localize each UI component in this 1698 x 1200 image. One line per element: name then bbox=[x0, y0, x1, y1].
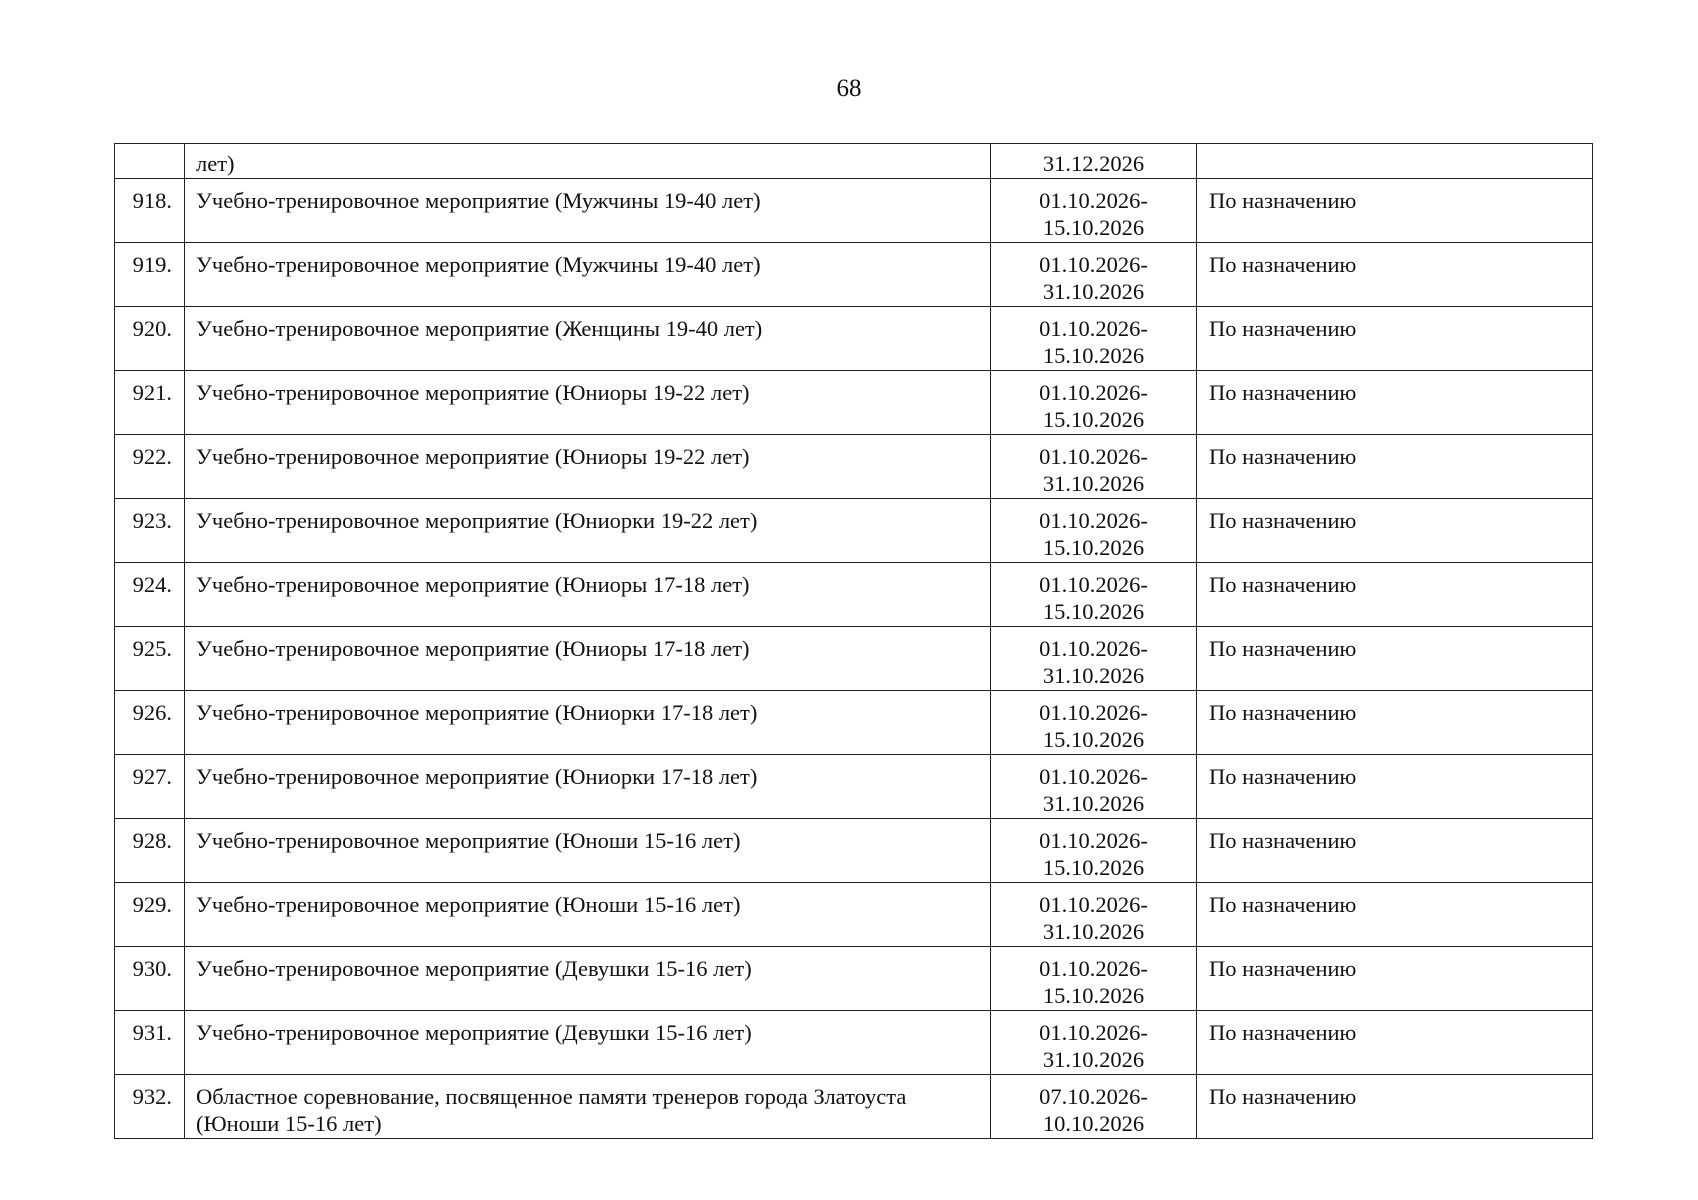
event-date-start: 01.10.2026- bbox=[1039, 571, 1148, 597]
row-number: 929. bbox=[132, 891, 172, 917]
row-number-cell bbox=[115, 242, 185, 306]
event-name-cell bbox=[185, 144, 991, 179]
event-date-end: 31.10.2026 bbox=[1042, 663, 1145, 688]
event-date-cell bbox=[991, 882, 1197, 946]
table-row bbox=[115, 370, 1593, 434]
table-row bbox=[115, 754, 1593, 818]
row-number-cell bbox=[115, 306, 185, 370]
row-number: 922. bbox=[132, 443, 172, 469]
row-number: 926. bbox=[132, 699, 172, 725]
event-place-cell bbox=[1197, 754, 1593, 818]
event-place-cell bbox=[1197, 306, 1593, 370]
event-name: Учебно-тренировочное мероприятие (Юниоры 19-22 лет) bbox=[196, 379, 750, 405]
table-row bbox=[115, 1074, 1593, 1138]
event-date-end: 31.10.2026 bbox=[1042, 471, 1145, 496]
event-place-cell bbox=[1197, 1010, 1593, 1074]
event-date-start: 01.10.2026- bbox=[1039, 507, 1148, 533]
event-place: По назначению bbox=[1209, 891, 1357, 917]
table-row bbox=[115, 626, 1593, 690]
event-date-start: 01.10.2026- bbox=[1039, 315, 1148, 341]
row-number-cell bbox=[115, 626, 185, 690]
row-number: 923. bbox=[132, 507, 172, 533]
table-row bbox=[115, 306, 1593, 370]
row-number-cell bbox=[115, 818, 185, 882]
table-row bbox=[115, 498, 1593, 562]
event-place-cell bbox=[1197, 434, 1593, 498]
event-place-cell bbox=[1197, 946, 1593, 1010]
table-row bbox=[115, 690, 1593, 754]
event-name-cell bbox=[185, 882, 991, 946]
event-place: По назначению bbox=[1209, 635, 1357, 661]
event-date-cell bbox=[991, 144, 1197, 179]
event-place: По назначению bbox=[1209, 571, 1357, 597]
row-number: 931. bbox=[132, 1019, 172, 1045]
event-place: По назначению bbox=[1209, 507, 1357, 533]
event-date-start: 01.10.2026- bbox=[1039, 443, 1148, 469]
row-number-cell bbox=[115, 178, 185, 242]
event-date-cell bbox=[991, 178, 1197, 242]
row-number-cell bbox=[115, 946, 185, 1010]
row-number: 930. bbox=[132, 955, 172, 981]
event-name: Учебно-тренировочное мероприятие (Девушки 15-16 лет) bbox=[196, 955, 752, 981]
event-date-start: 01.10.2026- bbox=[1039, 891, 1148, 917]
event-place-cell bbox=[1197, 626, 1593, 690]
event-date-end: 31.10.2026 bbox=[1042, 1047, 1145, 1072]
table-row bbox=[115, 562, 1593, 626]
event-date-cell bbox=[991, 626, 1197, 690]
event-place: По назначению bbox=[1209, 1083, 1357, 1109]
event-name-cell bbox=[185, 818, 991, 882]
event-date-cell bbox=[991, 370, 1197, 434]
row-number-cell bbox=[115, 434, 185, 498]
table-row bbox=[115, 1010, 1593, 1074]
row-number: 932. bbox=[132, 1083, 172, 1109]
event-date-end: 15.10.2026 bbox=[1042, 599, 1145, 624]
event-date-cell bbox=[991, 498, 1197, 562]
row-number-cell bbox=[115, 754, 185, 818]
event-date-start: 01.10.2026- bbox=[1039, 1019, 1148, 1045]
event-place: По назначению bbox=[1209, 443, 1357, 469]
row-number-cell bbox=[115, 562, 185, 626]
event-name-cell bbox=[185, 1010, 991, 1074]
event-name: Учебно-тренировочное мероприятие (Женщины 19-40 лет) bbox=[196, 315, 763, 341]
event-name: Учебно-тренировочное мероприятие (Юниорки 17-18 лет) bbox=[196, 699, 758, 725]
event-date-cell bbox=[991, 754, 1197, 818]
event-date-cell bbox=[991, 690, 1197, 754]
event-place-cell bbox=[1197, 1074, 1593, 1138]
row-number: 921. bbox=[132, 379, 172, 405]
table-row-continuation bbox=[115, 144, 1593, 179]
table-rows bbox=[115, 178, 1593, 1138]
table-row bbox=[115, 818, 1593, 882]
event-place: По назначению bbox=[1209, 827, 1357, 853]
event-name: Учебно-тренировочное мероприятие (Юноши 15-16 лет) bbox=[196, 891, 741, 917]
row-number: 918. bbox=[132, 187, 172, 213]
event-name-cell bbox=[185, 242, 991, 306]
event-date-end: 15.10.2026 bbox=[1042, 343, 1145, 368]
row-number: 925. bbox=[132, 635, 172, 661]
event-place: По назначению bbox=[1209, 1019, 1357, 1045]
table-row bbox=[115, 242, 1593, 306]
event-place-cell bbox=[1197, 242, 1593, 306]
event-place bbox=[1197, 144, 1592, 150]
row-number: 927. bbox=[132, 763, 172, 789]
event-date-cell bbox=[991, 562, 1197, 626]
event-date-start: 01.10.2026- bbox=[1039, 251, 1148, 277]
row-number-cell bbox=[115, 1010, 185, 1074]
event-date-start: 07.10.2026- bbox=[1039, 1083, 1148, 1109]
event-date-end: 15.10.2026 bbox=[1042, 407, 1145, 432]
event-date-start: 01.10.2026- bbox=[1039, 699, 1148, 725]
event-name-cell bbox=[185, 754, 991, 818]
event-place: По назначению bbox=[1209, 187, 1357, 213]
event-name: Учебно-тренировочное мероприятие (Юниоры 17-18 лет) bbox=[196, 635, 750, 661]
table-row bbox=[115, 178, 1593, 242]
event-place: По назначению bbox=[1209, 251, 1357, 277]
event-place-cell bbox=[1197, 178, 1593, 242]
event-date-end: 15.10.2026 bbox=[1042, 215, 1145, 240]
event-date-cell bbox=[991, 306, 1197, 370]
event-name-cell bbox=[185, 1074, 991, 1138]
row-number-cell bbox=[115, 690, 185, 754]
event-name: Учебно-тренировочное мероприятие (Юниоры 17-18 лет) bbox=[196, 571, 750, 597]
event-name: Учебно-тренировочное мероприятие (Юноши 15-16 лет) bbox=[196, 827, 741, 853]
event-name: Учебно-тренировочное мероприятие (Юниорки 17-18 лет) bbox=[196, 763, 758, 789]
event-date-cell bbox=[991, 946, 1197, 1010]
event-place: По назначению bbox=[1209, 763, 1357, 789]
event-place-cell bbox=[1197, 498, 1593, 562]
events-table bbox=[114, 143, 1593, 1139]
row-number: 920. bbox=[132, 315, 172, 341]
event-date-end: 15.10.2026 bbox=[1042, 727, 1145, 752]
event-date-cell bbox=[991, 1010, 1197, 1074]
page-number: 68 bbox=[836, 75, 862, 102]
event-name: Учебно-тренировочное мероприятие (Юниоры 19-22 лет) bbox=[196, 443, 750, 469]
event-name-cell bbox=[185, 946, 991, 1010]
event-name: Учебно-тренировочное мероприятие (Юниорки 19-22 лет) bbox=[196, 507, 758, 533]
row-number-cell bbox=[115, 144, 185, 179]
event-place-cell bbox=[1197, 370, 1593, 434]
row-number-cell bbox=[115, 1074, 185, 1138]
row-number-cell bbox=[115, 498, 185, 562]
table-row bbox=[115, 946, 1593, 1010]
event-name-cell bbox=[185, 434, 991, 498]
event-date-cell bbox=[991, 818, 1197, 882]
event-place: По назначению bbox=[1209, 955, 1357, 981]
table-row bbox=[115, 434, 1593, 498]
event-place-cell bbox=[1197, 690, 1593, 754]
event-date-end: 31.10.2026 bbox=[1042, 791, 1145, 816]
row-number: 924. bbox=[132, 571, 172, 597]
event-place-cell bbox=[1197, 818, 1593, 882]
event-place-cell bbox=[1197, 882, 1593, 946]
event-place: По назначению bbox=[1209, 315, 1357, 341]
event-name-cell bbox=[185, 562, 991, 626]
table-row bbox=[115, 882, 1593, 946]
event-name-cell bbox=[185, 690, 991, 754]
event-date: 31.12.2026 bbox=[1042, 151, 1145, 176]
event-date-end: 31.10.2026 bbox=[1042, 279, 1145, 304]
event-name: Учебно-тренировочное мероприятие (Мужчины 19-40 лет) bbox=[196, 187, 761, 213]
event-date-end: 15.10.2026 bbox=[1042, 855, 1145, 880]
event-date-start: 01.10.2026- bbox=[1039, 827, 1148, 853]
event-date-start: 01.10.2026- bbox=[1039, 763, 1148, 789]
event-date-start: 01.10.2026- bbox=[1039, 955, 1148, 981]
event-place-cell bbox=[1197, 562, 1593, 626]
event-date-cell bbox=[991, 1074, 1197, 1138]
event-date-end: 31.10.2026 bbox=[1042, 919, 1145, 944]
event-name-cell bbox=[185, 306, 991, 370]
event-place-cell bbox=[1197, 144, 1593, 179]
event-name: Учебно-тренировочное мероприятие (Мужчины 19-40 лет) bbox=[196, 251, 761, 277]
event-name-cell bbox=[185, 178, 991, 242]
row-number: 919. bbox=[132, 251, 172, 277]
event-name-cell bbox=[185, 370, 991, 434]
event-name-cell bbox=[185, 498, 991, 562]
event-date-start: 01.10.2026- bbox=[1039, 379, 1148, 405]
event-date-start: 01.10.2026- bbox=[1039, 635, 1148, 661]
event-date-end: 10.10.2026 bbox=[1042, 1111, 1145, 1136]
event-name: Областное соревнование, посвященное памяти тренеров города Златоуста (Юноши 15-16 лет) bbox=[196, 1083, 907, 1136]
event-date-start: 01.10.2026- bbox=[1039, 187, 1148, 213]
event-name-cell bbox=[185, 626, 991, 690]
row-number-cell bbox=[115, 882, 185, 946]
event-date-end: 15.10.2026 bbox=[1042, 983, 1145, 1008]
event-date-cell bbox=[991, 434, 1197, 498]
event-place: По назначению bbox=[1209, 379, 1357, 405]
event-date-cell bbox=[991, 242, 1197, 306]
event-place: По назначению bbox=[1209, 699, 1357, 725]
row-number: 928. bbox=[132, 827, 172, 853]
event-date-end: 15.10.2026 bbox=[1042, 535, 1145, 560]
row-number-cell bbox=[115, 370, 185, 434]
event-name: Учебно-тренировочное мероприятие (Девушки 15-16 лет) bbox=[196, 1019, 752, 1045]
event-name: лет) bbox=[196, 151, 235, 176]
